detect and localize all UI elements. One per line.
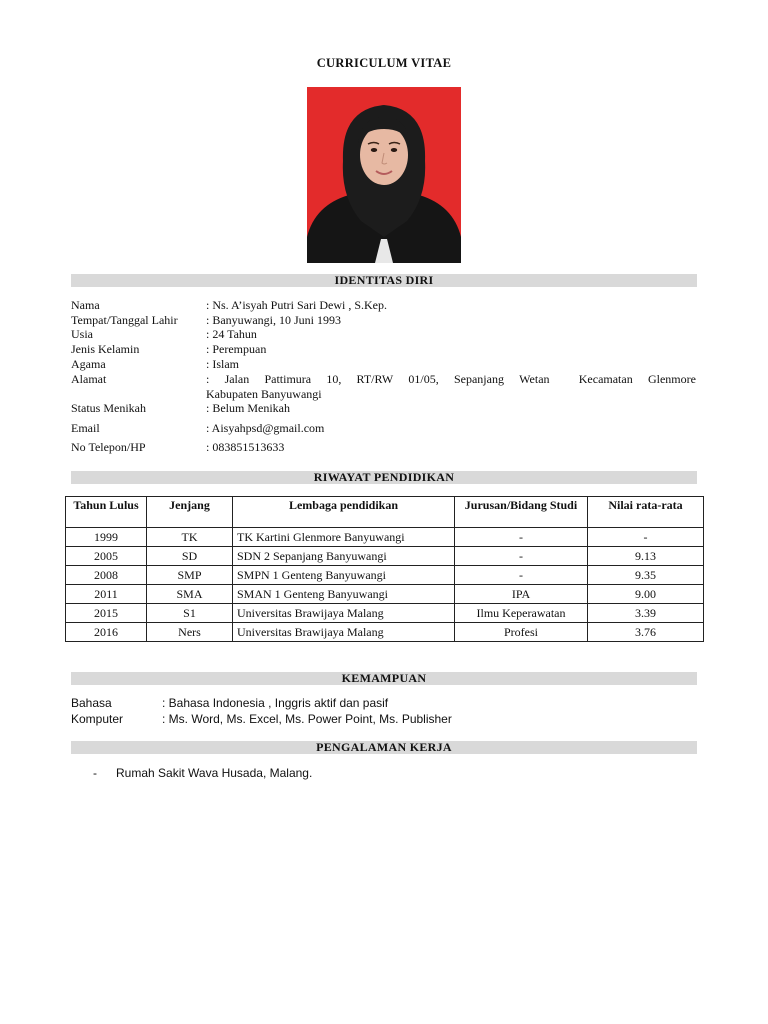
skill-komputer (71, 712, 697, 727)
table-row (66, 585, 704, 604)
cell-jurusan: - (455, 566, 588, 585)
cell-jenjang: TK (147, 528, 233, 547)
cell-tahun: 2016 (66, 623, 147, 642)
skill-label: Bahasa (71, 696, 112, 710)
profile-photo (307, 87, 461, 263)
cell-lembaga: Universitas Brawijaya Malang (233, 604, 455, 623)
skill-bahasa (71, 696, 697, 711)
cell-tahun: 2011 (66, 585, 147, 604)
cell-jenjang: Ners (147, 623, 233, 642)
alamat-word: : (206, 372, 210, 386)
field-jenis-kelamin (71, 342, 697, 357)
cell-jenjang: S1 (147, 604, 233, 623)
field-value: : Banyuwangi, 10 Juni 1993 (206, 313, 341, 327)
cell-jurusan: Ilmu Keperawatan (455, 604, 588, 623)
field-no-telepon (71, 440, 697, 455)
cell-tahun: 1999 (66, 528, 147, 547)
table-row (66, 566, 704, 585)
field-label: Tempat/Tanggal Lahir (71, 313, 178, 327)
field-value: : Islam (206, 357, 239, 371)
alamat-word: Sepanjang (453, 372, 504, 386)
cell-nilai: 9.13 (588, 547, 704, 566)
cell-jurusan: Profesi (455, 623, 588, 642)
alamat-word: 01/05, (408, 372, 439, 386)
column-header-nilai: Nilai rata-rata (588, 497, 704, 528)
section-heading-pengalaman: PENGALAMAN KERJA (71, 741, 697, 754)
alamat-word: Wetan (519, 372, 550, 386)
field-email (71, 421, 697, 436)
field-label: Status Menikah (71, 401, 146, 415)
table-row (66, 547, 704, 566)
field-value: : 083851513633 (206, 440, 285, 454)
alamat-word: RT/RW (356, 372, 394, 386)
skill-value: : Ms. Word, Ms. Excel, Ms. Power Point, Ms. Publisher (162, 712, 452, 726)
cell-nilai: 3.76 (588, 623, 704, 642)
section-heading-pendidikan: RIWAYAT PENDIDIKAN (71, 471, 697, 484)
cell-jurusan: - (455, 547, 588, 566)
cell-lembaga: Universitas Brawijaya Malang (233, 623, 455, 642)
list-bullet: - (93, 766, 97, 780)
cell-jurusan: IPA (455, 585, 588, 604)
alamat-word: Glenmore (647, 372, 696, 386)
field-nama (71, 298, 697, 313)
field-label: Jenis Kelamin (71, 342, 140, 356)
cell-lembaga: SMAN 1 Genteng Banyuwangi (233, 585, 455, 604)
cell-jenjang: SD (147, 547, 233, 566)
field-alamat (71, 372, 201, 387)
section-heading-kemampuan: KEMAMPUAN (71, 672, 697, 685)
cell-tahun: 2005 (66, 547, 147, 566)
experience-text: Rumah Sakit Wava Husada, Malang. (116, 766, 313, 780)
alamat-word: 10, (326, 372, 342, 386)
field-alamat-value (206, 372, 696, 402)
alamat-line-1 (206, 372, 696, 387)
education-table (65, 496, 704, 642)
field-label: Nama (71, 298, 100, 312)
table-row (66, 528, 704, 547)
cell-jenjang: SMA (147, 585, 233, 604)
field-tempat-tanggal-lahir (71, 313, 697, 328)
alamat-line-2: Kabupaten Banyuwangi (206, 387, 322, 401)
list-item (93, 766, 312, 781)
field-agama (71, 357, 697, 372)
column-header-lembaga: Lembaga pendidikan (233, 497, 455, 528)
cell-jurusan: - (455, 528, 588, 547)
field-usia (71, 327, 697, 342)
table-row (66, 623, 704, 642)
cell-jenjang: SMP (147, 566, 233, 585)
cell-nilai: 3.39 (588, 604, 704, 623)
skill-label: Komputer (71, 712, 124, 726)
cell-lembaga: SMPN 1 Genteng Banyuwangi (233, 566, 455, 585)
field-label: Alamat (71, 372, 107, 386)
cell-tahun: 2015 (66, 604, 147, 623)
section-heading-identitas: IDENTITAS DIRI (71, 274, 697, 287)
field-value: : 24 Tahun (206, 327, 257, 341)
field-status-menikah (71, 401, 697, 416)
cell-lembaga: SDN 2 Sepanjang Banyuwangi (233, 547, 455, 566)
cell-lembaga: TK Kartini Glenmore Banyuwangi (233, 528, 455, 547)
field-value: : Perempuan (206, 342, 267, 356)
skill-value: : Bahasa Indonesia , Inggris aktif dan pasif (162, 696, 389, 710)
alamat-word: Pattimura (264, 372, 312, 386)
column-header-jurusan: Jurusan/Bidang Studi (455, 497, 588, 528)
cell-tahun: 2008 (66, 566, 147, 585)
field-value: : Aisyahpsd@gmail.com (206, 421, 325, 435)
field-label: Email (71, 421, 100, 435)
alamat-word: Jalan (224, 372, 250, 386)
field-value: : Ns. A’isyah Putri Sari Dewi , S.Kep. (206, 298, 387, 312)
field-label: Usia (71, 327, 93, 341)
table-header-row (66, 497, 704, 528)
cell-nilai: - (588, 528, 704, 547)
column-header-jenjang: Jenjang (147, 497, 233, 528)
field-value: : Belum Menikah (206, 401, 290, 415)
table-row (66, 604, 704, 623)
cell-nilai: 9.00 (588, 585, 704, 604)
cell-nilai: 9.35 (588, 566, 704, 585)
alamat-word: Kecamatan (578, 372, 633, 386)
column-header-tahun-lulus: Tahun Lulus (66, 497, 147, 528)
field-label: No Telepon/HP (71, 440, 146, 454)
document-title: CURRICULUM VITAE (316, 56, 452, 70)
field-label: Agama (71, 357, 106, 371)
